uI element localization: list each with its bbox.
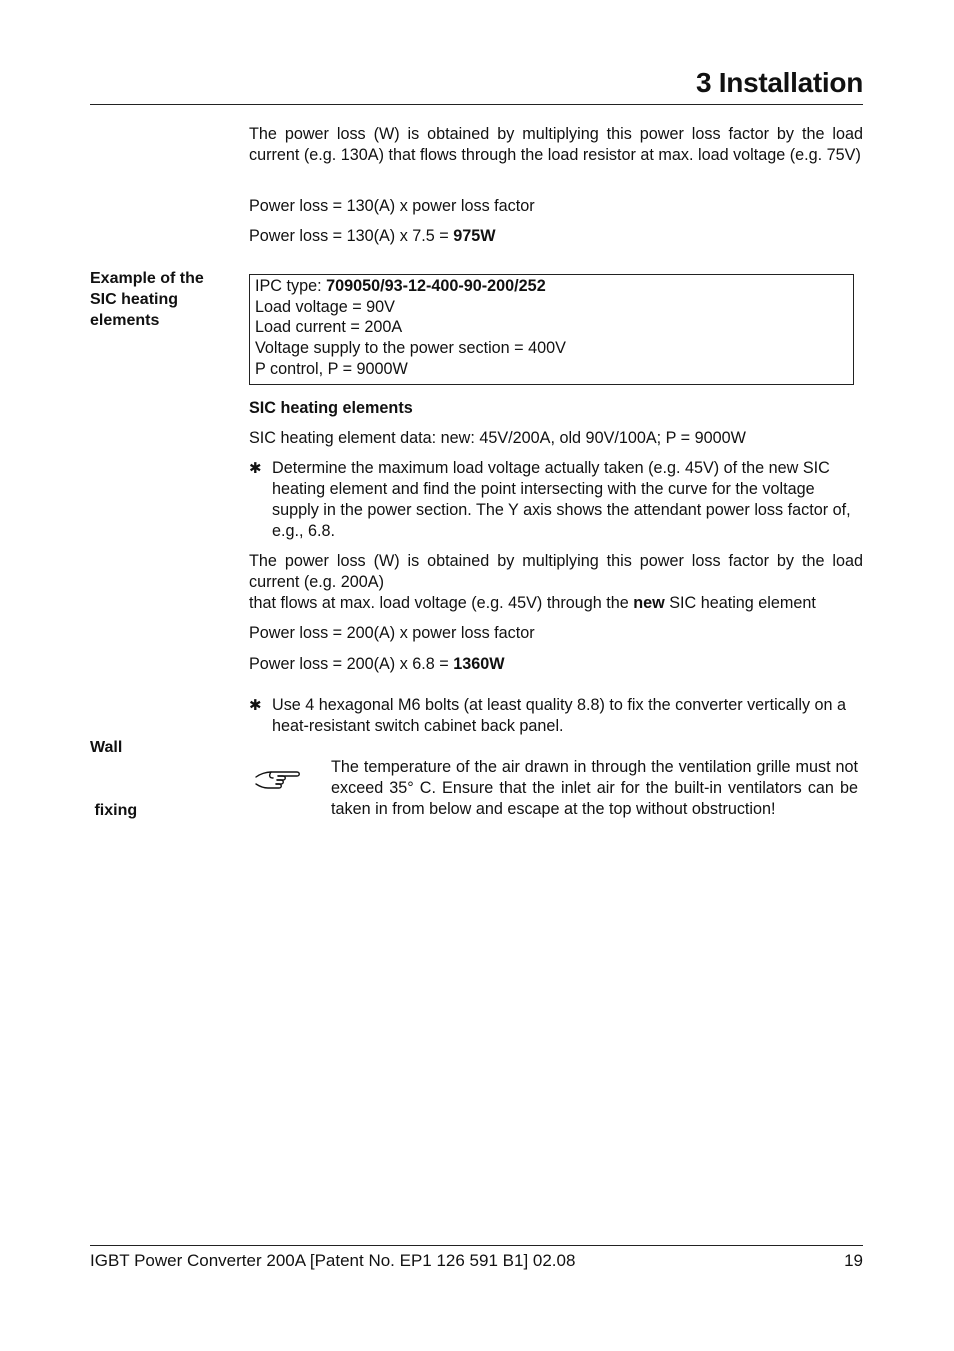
- side-label-wall-fixing: [90, 695, 230, 842]
- formula-text: Power loss = 200(A) x 6.8 =: [249, 655, 454, 673]
- bullet-item-determine: [249, 458, 863, 542]
- asterisk-bullet-icon: ✱: [249, 697, 262, 714]
- ipc-type-line: [255, 276, 853, 297]
- example-formula-2: [249, 654, 863, 675]
- p-control-line: P control, P = 9000W: [255, 359, 408, 378]
- example-paragraph-2: [249, 593, 863, 614]
- element-data-line: SIC heating element data: new: 45V/200A, old 90V/100A; P = 9000W: [249, 429, 746, 447]
- section-heading: SIC heating elements: [249, 399, 413, 417]
- note-text: The temperature of the air drawn in through the ventilation grille must not exceed 35° C. Ensure that the inlet air for the built-in ventilators can be taken in from below and escape at the top without obstruction!: [331, 758, 858, 818]
- para-text: SIC heating element: [664, 594, 816, 612]
- footer-document-title: IGBT Power Converter 200A [Patent No. EP1 126 591 B1] 02.08: [90, 1251, 576, 1270]
- side-label-line: Wall: [90, 739, 123, 756]
- footer-divider: [90, 1245, 863, 1246]
- intro-formula-2: [249, 226, 863, 247]
- pointing-hand-icon: [254, 768, 302, 794]
- voltage-supply-line: Voltage supply to the power section = 400V: [255, 339, 566, 358]
- example-formula-1: Power loss = 200(A) x power loss factor: [249, 624, 535, 642]
- asterisk-bullet-icon: ✱: [249, 460, 262, 477]
- example-paragraph-1: The power loss (W) is obtained by multiplying this power loss factor by the load current (e.g. 200A): [249, 552, 863, 591]
- formula-result: 1360W: [453, 655, 505, 673]
- ipc-type-label: IPC type:: [255, 277, 327, 295]
- side-label-example: [90, 268, 230, 331]
- page-title: 3 Installation: [696, 67, 863, 98]
- header-divider: [90, 104, 863, 105]
- ipc-type-value: 709050/93-12-400-90-200/252: [326, 277, 546, 295]
- bullet-text: Use 4 hexagonal M6 bolts (at least quality 8.8) to fix the converter vertically on a heat-resistant switch cabinet back panel.: [272, 696, 847, 735]
- side-label-line: elements: [90, 312, 160, 329]
- formula-result: 975W: [453, 227, 496, 245]
- side-label-line: fixing: [90, 802, 138, 819]
- bullet-item-bolts: [249, 695, 863, 737]
- intro-paragraph: The power loss (W) is obtained by multiplying this power loss factor by the load current (e.g. 130A) that flows through the load resistor at max. load voltage (e.g. 75V): [249, 125, 863, 164]
- side-label-line: SIC heating: [90, 291, 179, 308]
- side-label-line: Example of the: [90, 270, 204, 287]
- bullet-text: Determine the maximum load voltage actually taken (e.g. 45V) of the new SIC heating element and find the point intersecting with the curve for the voltage supply in the power section. The Y axis shows the attendant power loss factor of, e.g., 6.8.: [272, 459, 851, 540]
- para-emphasis: new: [633, 594, 665, 612]
- formula-text: Power loss = 130(A) x 7.5 =: [249, 227, 454, 245]
- load-voltage-line: Load voltage = 90V: [255, 297, 395, 316]
- ipc-spec-box: [249, 274, 854, 385]
- page-number: 19: [844, 1251, 863, 1270]
- intro-formula-1: Power loss = 130(A) x power loss factor: [249, 197, 535, 215]
- load-current-line: Load current = 200A: [255, 318, 403, 337]
- para-text: that flows at max. load voltage (e.g. 45V) through the: [249, 594, 634, 612]
